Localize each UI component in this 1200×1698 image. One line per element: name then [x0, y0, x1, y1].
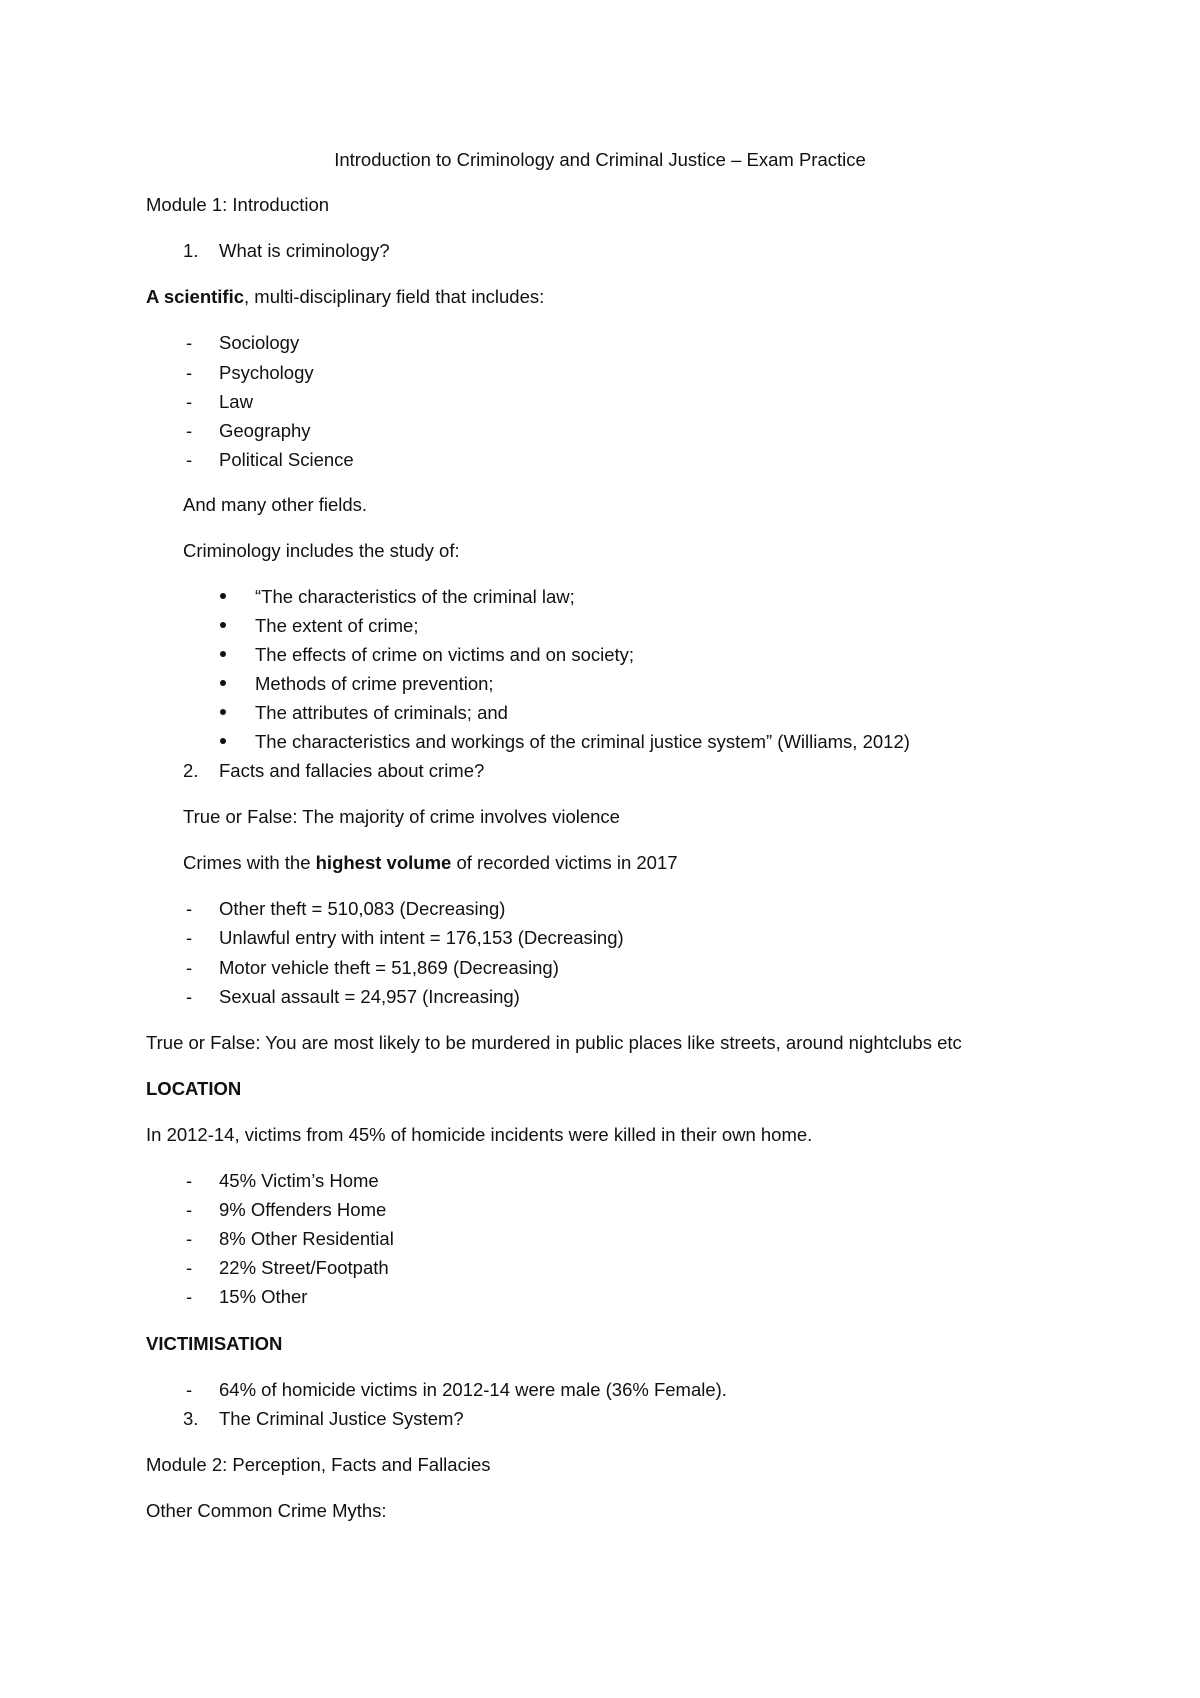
q3-number: 3.	[183, 1408, 199, 1429]
location-item: 8% Other Residential	[219, 1228, 394, 1249]
bullet-icon	[220, 622, 226, 628]
field-item: Political Science	[219, 449, 354, 470]
module1-heading: Module 1: Introduction	[146, 194, 330, 215]
document-title: Introduction to Criminology and Criminal Justice – Exam Practice	[334, 149, 866, 170]
bullet-icon	[220, 593, 226, 599]
q1-text: What is criminology?	[219, 240, 390, 261]
bullet-icon	[220, 738, 226, 744]
list-dash: -	[186, 391, 193, 412]
list-dash: -	[186, 1228, 193, 1249]
list-dash: -	[186, 1379, 193, 1400]
study-item: The attributes of criminals; and	[255, 702, 508, 723]
list-dash: -	[186, 898, 193, 919]
bullet-icon	[220, 651, 226, 657]
location-text: In 2012-14, victims from 45% of homicide incidents were killed in their own home.	[146, 1124, 813, 1145]
study-item: Methods of crime prevention;	[255, 673, 494, 694]
list-dash: -	[186, 927, 193, 948]
location-heading: LOCATION	[146, 1078, 242, 1099]
true-false-1: True or False: The majority of crime involves violence	[183, 806, 620, 827]
list-dash: -	[186, 1286, 193, 1307]
list-dash: -	[186, 332, 193, 353]
crimes-bold: highest volume	[315, 852, 452, 873]
list-dash: -	[186, 1199, 193, 1220]
crime-item: Other theft = 510,083 (Decreasing)	[219, 898, 506, 919]
list-dash: -	[186, 1257, 193, 1278]
crime-item: Motor vehicle theft = 51,869 (Decreasing)	[219, 957, 559, 978]
field-item: Psychology	[219, 362, 314, 383]
field-item: Law	[219, 391, 253, 412]
list-dash: -	[186, 449, 193, 470]
location-item: 22% Street/Footpath	[219, 1257, 389, 1278]
crimes-pre: Crimes with the	[183, 852, 316, 873]
location-item: 15% Other	[219, 1286, 308, 1307]
study-item: The extent of crime;	[255, 615, 419, 636]
true-false-2: True or False: You are most likely to be murdered in public places like streets, around nightclubs etc	[146, 1032, 962, 1053]
study-item: The characteristics and workings of the criminal justice system” (Williams, 2012)	[255, 731, 910, 752]
list-dash: -	[186, 362, 193, 383]
module2-heading: Module 2: Perception, Facts and Fallacies	[146, 1454, 491, 1475]
study-item: “The characteristics of the criminal law;	[255, 586, 575, 607]
list-dash: -	[186, 420, 193, 441]
q2-text: Facts and fallacies about crime?	[219, 760, 485, 781]
list-dash: -	[186, 1170, 193, 1191]
study-item: The effects of crime on victims and on society;	[255, 644, 635, 665]
location-item: 9% Offenders Home	[219, 1199, 387, 1220]
q3-text: The Criminal Justice System?	[219, 1408, 464, 1429]
study-intro: Criminology includes the study of:	[183, 540, 460, 561]
field-item: Sociology	[219, 332, 300, 353]
bullet-icon	[220, 680, 226, 686]
definition-rest: , multi-disciplinary field that includes:	[244, 286, 545, 307]
crime-item: Sexual assault = 24,957 (Increasing)	[219, 986, 520, 1007]
crimes-heading	[183, 852, 678, 874]
location-item: 45% Victim’s Home	[219, 1170, 379, 1191]
definition-line	[146, 286, 544, 308]
many-other-fields: And many other fields.	[183, 494, 368, 515]
field-item: Geography	[219, 420, 311, 441]
q2-number: 2.	[183, 760, 199, 781]
definition-bold: A scientific	[146, 286, 245, 307]
q1-number: 1.	[183, 240, 199, 261]
crimes-post: of recorded victims in 2017	[451, 852, 678, 873]
bullet-icon	[220, 709, 226, 715]
list-dash: -	[186, 957, 193, 978]
list-dash: -	[186, 986, 193, 1007]
crime-myths-heading: Other Common Crime Myths:	[146, 1500, 387, 1521]
victimisation-item: 64% of homicide victims in 2012-14 were male (36% Female).	[219, 1379, 727, 1400]
crime-item: Unlawful entry with intent = 176,153 (Decreasing)	[219, 927, 624, 948]
victimisation-heading: VICTIMISATION	[146, 1333, 283, 1354]
